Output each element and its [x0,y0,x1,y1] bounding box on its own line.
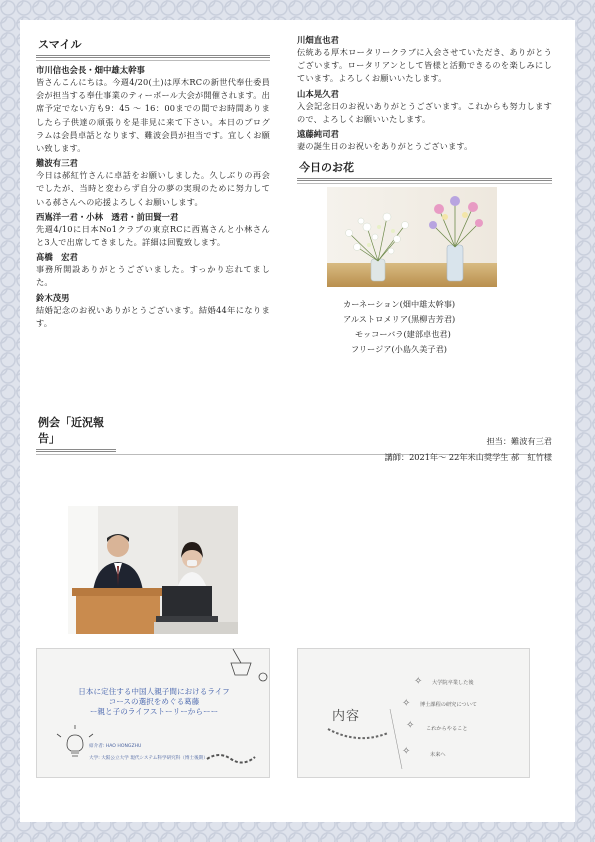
reikai-speaker: 講師：2021年～ 22年米山奨学生 郝 紅竹様 [384,452,552,462]
flower-item: カーネーション(畑中雄太幹事) [343,299,456,310]
smile-entry-name: 髙橋 宏君 [36,252,78,263]
smile-entry-message: 先週4/10に日本No1クラブの東京RCに西嶌さんと小林さんと3人で出席してきました。詳細は回覧致します。 [36,223,270,248]
slide-contents-item: これからやること [426,726,468,732]
slide-presenter: 紹介者: HAO HONGZHU [89,744,142,749]
slide-title-line: ー親と子のライフストーリーからーー [89,707,219,716]
flower-item: フリージア(小島久美子君) [351,344,447,355]
newsletter-page [20,20,575,822]
smile-entry-message: 入会記念日のお祝いありがとうございます。これからも努力しますので、よろしくお願いいたします。 [297,100,552,124]
smile-heading: スマイル [36,34,270,58]
smile-entry-name: 西嶌洋一君・小林 透君・前田賢一君 [36,211,179,222]
reikai-section [36,412,552,462]
sparkle-icon: ✧ [414,676,423,687]
flowers-heading: 今日のお花 [297,157,552,181]
flower-photo [327,187,497,287]
speaker-scene-icon [68,506,238,634]
slide-contents-title: 内容 [332,709,361,724]
smile-entry-name: 難波有三君 [36,158,78,169]
flower-item: アルストロメリア(黒柳吉芳君) [343,314,456,325]
smile-entry-name: 鈴木茂男 [36,292,70,303]
smile-entry-message: 事務所開設ありがとうございました。すっかり忘れてました。 [36,264,270,288]
smile-entry-message: 伝統ある厚木ロータリークラブに入会させていただき、ありがとうございます。ロータリアンとして皆様と活動できるのを楽しみにしています。よろしくお願いいたします。 [297,47,552,84]
slide-title-line: コースの選択をめぐる葛藤 [108,697,200,706]
smile-entry-message: 結婚記念のお祝いありがとうございます。結婚44年になります。 [36,304,270,328]
flower-list [343,297,552,357]
slide-affiliation: 大学: 大阪公立大学 現代システム科学研究科（博士後期） [89,756,208,761]
slide-title-line: 日本に定住する中国人親子間におけるライフ [78,687,230,696]
flower-item: モッコーバラ(建部卓也君) [355,329,451,340]
smile-column-right [297,34,552,357]
reikai-heading: 例会「近況報告」 [36,412,116,452]
sparkle-icon: ✧ [402,746,411,757]
smile-entry-name: 市川信也会長・畑中雄太幹事 [36,65,145,75]
slide-contents-item: 博士課程の研究について [420,702,477,708]
reikai-charge: 担当：難波有三君 [486,436,552,446]
flower-arrangement-icon [327,187,497,287]
smile-entry-name: 山本晃久君 [297,88,339,99]
smile-entry-name: 川畑直也君 [297,35,339,45]
speaker-photo [68,506,238,634]
slide-contents [297,648,530,778]
sparkle-icon: ✧ [402,698,411,709]
slide-title-text [45,687,263,717]
slide-contents-item: 大学院卒業した後 [432,680,474,686]
slide-contents-item: 未来へ [430,752,446,758]
sparkle-icon: ✧ [406,720,415,731]
smile-entry-name: 遠藤純司君 [297,129,339,140]
smile-entry-message: 皆さんこんにちは。今週4/20(土)は厚木RCの新世代奉仕委員会が担当する奉仕事業のティーボール大会が開催されます。出席予定でない方も9：45 ～ 16：00までの間でお時間ありましたら子供達の頑張りを是非見に来て下さい。本日のプログラムは会員卓話となります、難波会員が担当です。宜しくお願い致します。 [36,77,270,154]
smile-column-left [36,34,270,330]
smile-entry-message: 妻の誕生日のお祝いをありがとうございます。 [297,141,473,152]
slide-title [36,648,270,778]
smile-entry-message: 今日は郝紅竹さんに卓話をお願いしました。久しぶりの再会でしたが、当時と変わらず自分の夢の実現のために努力している郝さんへの応援よろしくお願いします。 [36,170,270,207]
